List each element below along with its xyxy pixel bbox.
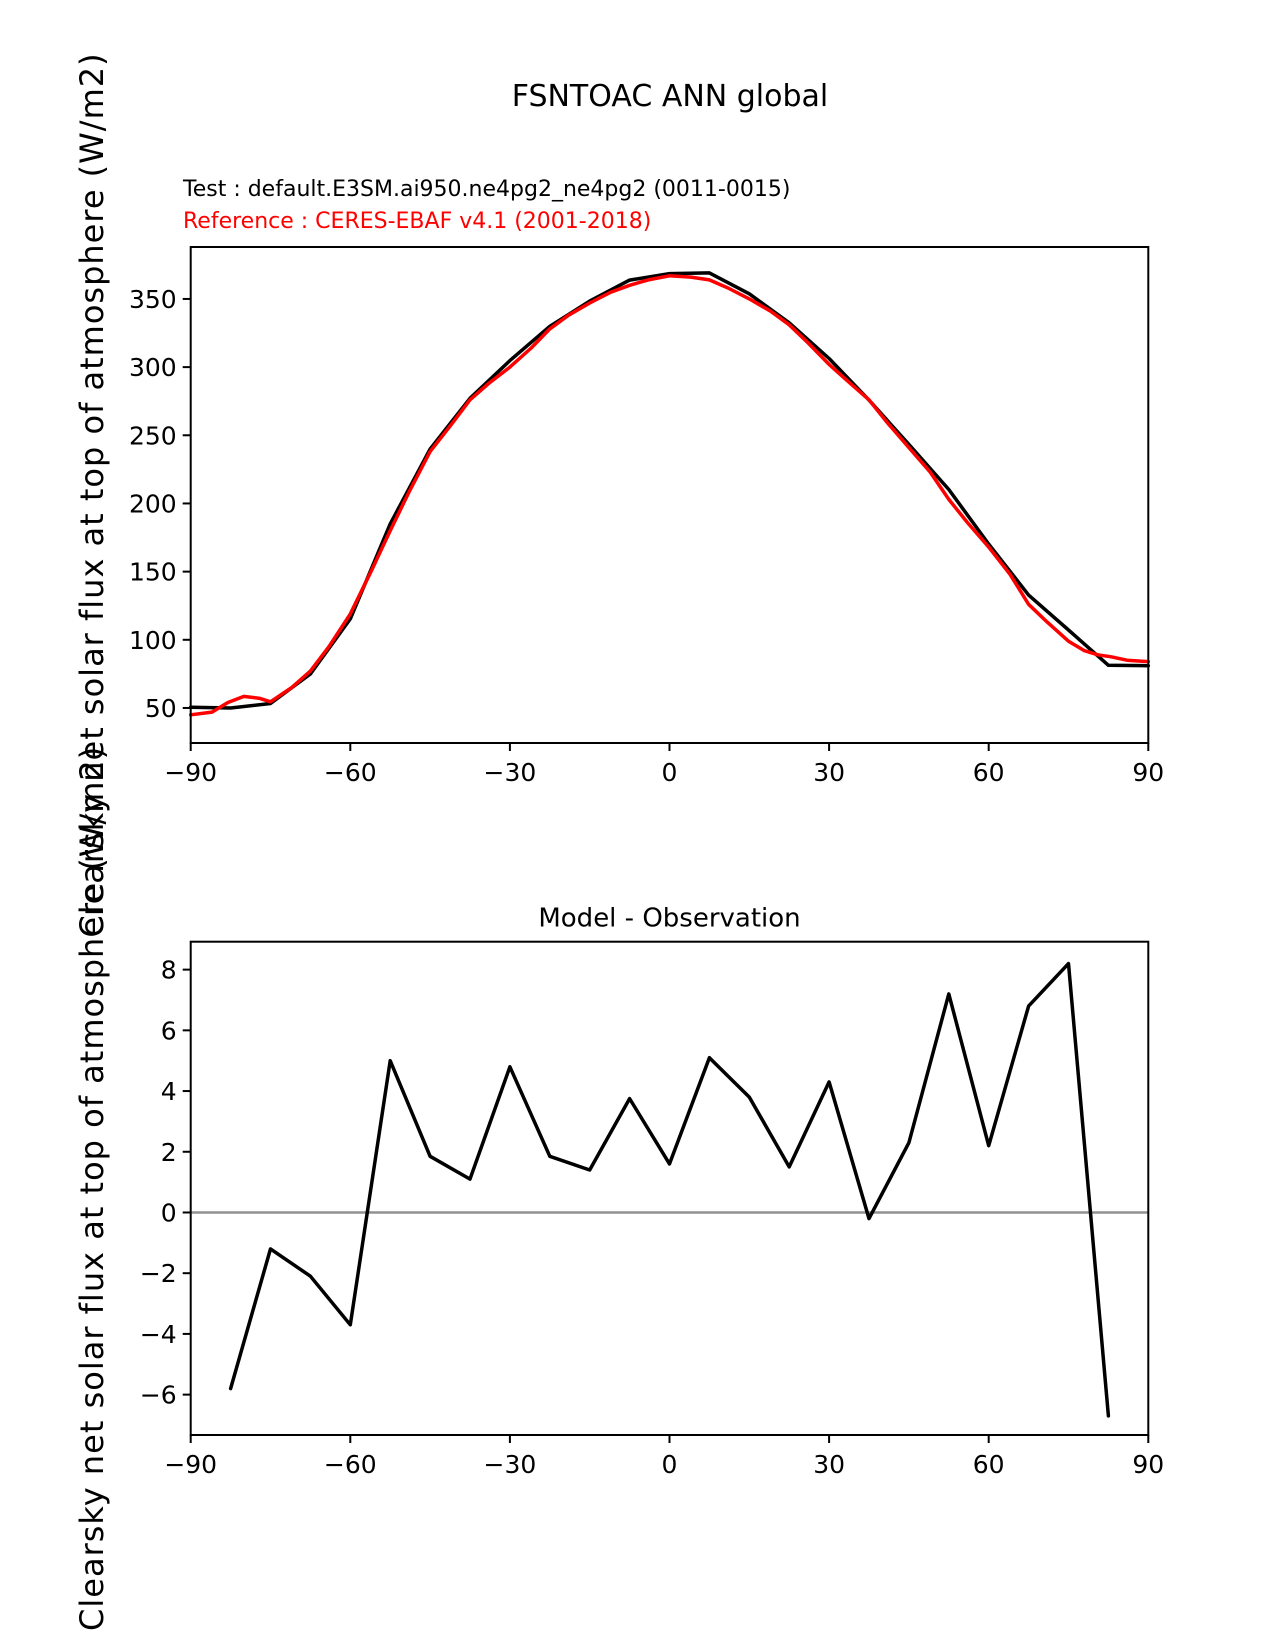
x-tick-label: 60 bbox=[972, 1450, 1005, 1479]
y-tick-label: 300 bbox=[128, 353, 177, 383]
x-tick-label: −30 bbox=[483, 1450, 537, 1479]
x-tick-label: −90 bbox=[164, 758, 218, 787]
x-tick-label: −30 bbox=[483, 758, 537, 787]
x-tick-label: 90 bbox=[1132, 758, 1165, 787]
axes-spines bbox=[191, 247, 1149, 743]
page-title: FSNTOAC ANN global bbox=[511, 79, 829, 114]
y-tick-label: 0 bbox=[160, 1198, 177, 1228]
y-tick-label: 6 bbox=[160, 1016, 177, 1046]
y-tick-label: 50 bbox=[144, 693, 177, 723]
x-tick-label: 60 bbox=[972, 758, 1005, 787]
x-tick-label: −60 bbox=[323, 1450, 377, 1479]
y-tick-label: 8 bbox=[160, 955, 177, 985]
series-reference-line bbox=[191, 276, 1149, 715]
y-axis-label: Clearsky net solar flux at top of atmosphere (W/m2) bbox=[73, 745, 111, 1631]
y-tick-label: 250 bbox=[128, 421, 177, 451]
series-test-line bbox=[191, 273, 1149, 708]
y-tick-label: 4 bbox=[160, 1077, 177, 1107]
y-tick-label: −6 bbox=[139, 1380, 177, 1410]
axes-spines bbox=[191, 942, 1149, 1435]
test-run-label: Test : default.E3SM.ai950.ne4pg2_ne4pg2 (0011-0015) bbox=[183, 177, 791, 202]
x-tick-label: −60 bbox=[323, 758, 377, 787]
y-axis-label: Clearsky net solar flux at top of atmosphere (W/m2) bbox=[73, 52, 111, 938]
y-tick-label: −2 bbox=[139, 1259, 177, 1289]
difference-chart bbox=[73, 746, 1164, 1631]
y-tick-label: 350 bbox=[128, 284, 177, 314]
y-tick-label: 150 bbox=[128, 557, 177, 587]
x-tick-label: 90 bbox=[1132, 1450, 1165, 1479]
y-tick-label: 200 bbox=[128, 489, 177, 519]
x-tick-label: 0 bbox=[661, 1450, 678, 1479]
reference-dataset-label: Reference : CERES-EBAF v4.1 (2001-2018) bbox=[183, 209, 652, 234]
series-model-observation-line bbox=[231, 964, 1109, 1416]
difference-plot-title: Model - Observation bbox=[538, 903, 801, 934]
x-tick-label: 30 bbox=[813, 758, 846, 787]
y-tick-label: 100 bbox=[128, 625, 177, 655]
x-tick-label: 0 bbox=[661, 758, 678, 787]
y-tick-label: 2 bbox=[160, 1137, 177, 1167]
y-tick-label: −4 bbox=[139, 1319, 177, 1349]
x-tick-label: −90 bbox=[164, 1450, 218, 1479]
top-chart bbox=[73, 52, 1164, 937]
x-tick-label: 30 bbox=[813, 1450, 846, 1479]
